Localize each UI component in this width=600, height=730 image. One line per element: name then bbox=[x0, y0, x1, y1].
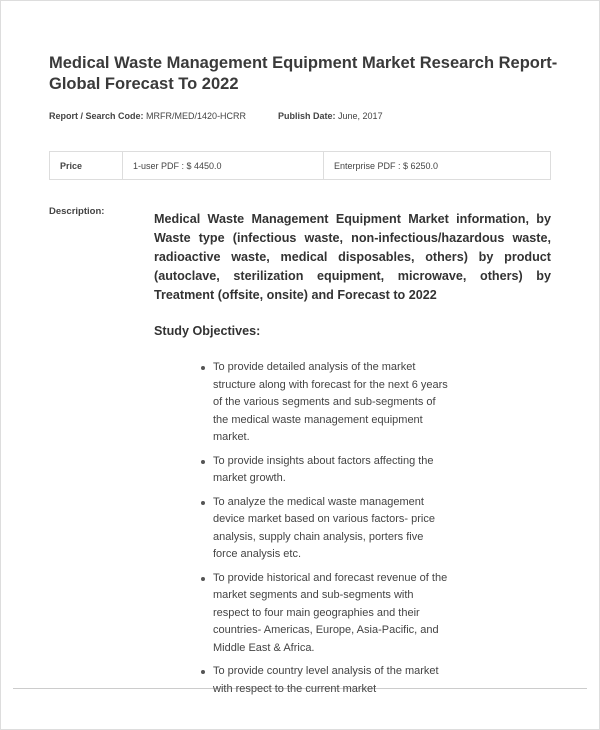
objectives-list bbox=[213, 359, 448, 704]
price-table bbox=[49, 151, 551, 180]
list-item: To analyze the medical waste management device market based on various factors- price analysis, supply chain analysis, porters five force analysis etc. bbox=[213, 494, 448, 564]
code-label: Report / Search Code: bbox=[49, 111, 144, 121]
single-user-price: 1-user PDF : $ 4450.0 bbox=[123, 152, 324, 180]
list-item: To provide insights about factors affecting the market growth. bbox=[213, 453, 448, 488]
description-text: Medical Waste Management Equipment Market information, by Waste type (infectious waste, non-infectious/hazardous waste, radioactive waste, medical disposables, others) by product (autoclave, sterilization equipment, microwave, others) by Treatment (offsite, onsite) and Forecast to 2022 bbox=[154, 212, 551, 302]
list-item: To provide historical and forecast revenue of the market segments and sub-segments with respect to four main geographies and their countries- Americas, Europe, Asia-Pacific, and Middle East & Africa. bbox=[213, 570, 448, 658]
list-item: To provide detailed analysis of the market structure along with forecast for the next 6 years of the various segments and sub-segments of the medical waste management equipment market. bbox=[213, 359, 448, 447]
price-label: Price bbox=[50, 152, 123, 180]
date-label: Publish Date: bbox=[278, 111, 336, 121]
description-label: Description: bbox=[49, 206, 105, 217]
report-title: Medical Waste Management Equipment Market Research Report- Global Forecast To 2022 bbox=[49, 54, 558, 93]
code-value: MRFR/MED/1420-HCRR bbox=[146, 111, 247, 121]
date-value: June, 2017 bbox=[338, 111, 383, 121]
report-code bbox=[49, 111, 246, 121]
publish-date bbox=[278, 111, 383, 121]
study-objectives-heading: Study Objectives: bbox=[154, 324, 261, 338]
enterprise-price: Enterprise PDF : $ 6250.0 bbox=[324, 152, 551, 180]
list-item: To provide country level analysis of the market with respect to the current market bbox=[213, 663, 448, 698]
